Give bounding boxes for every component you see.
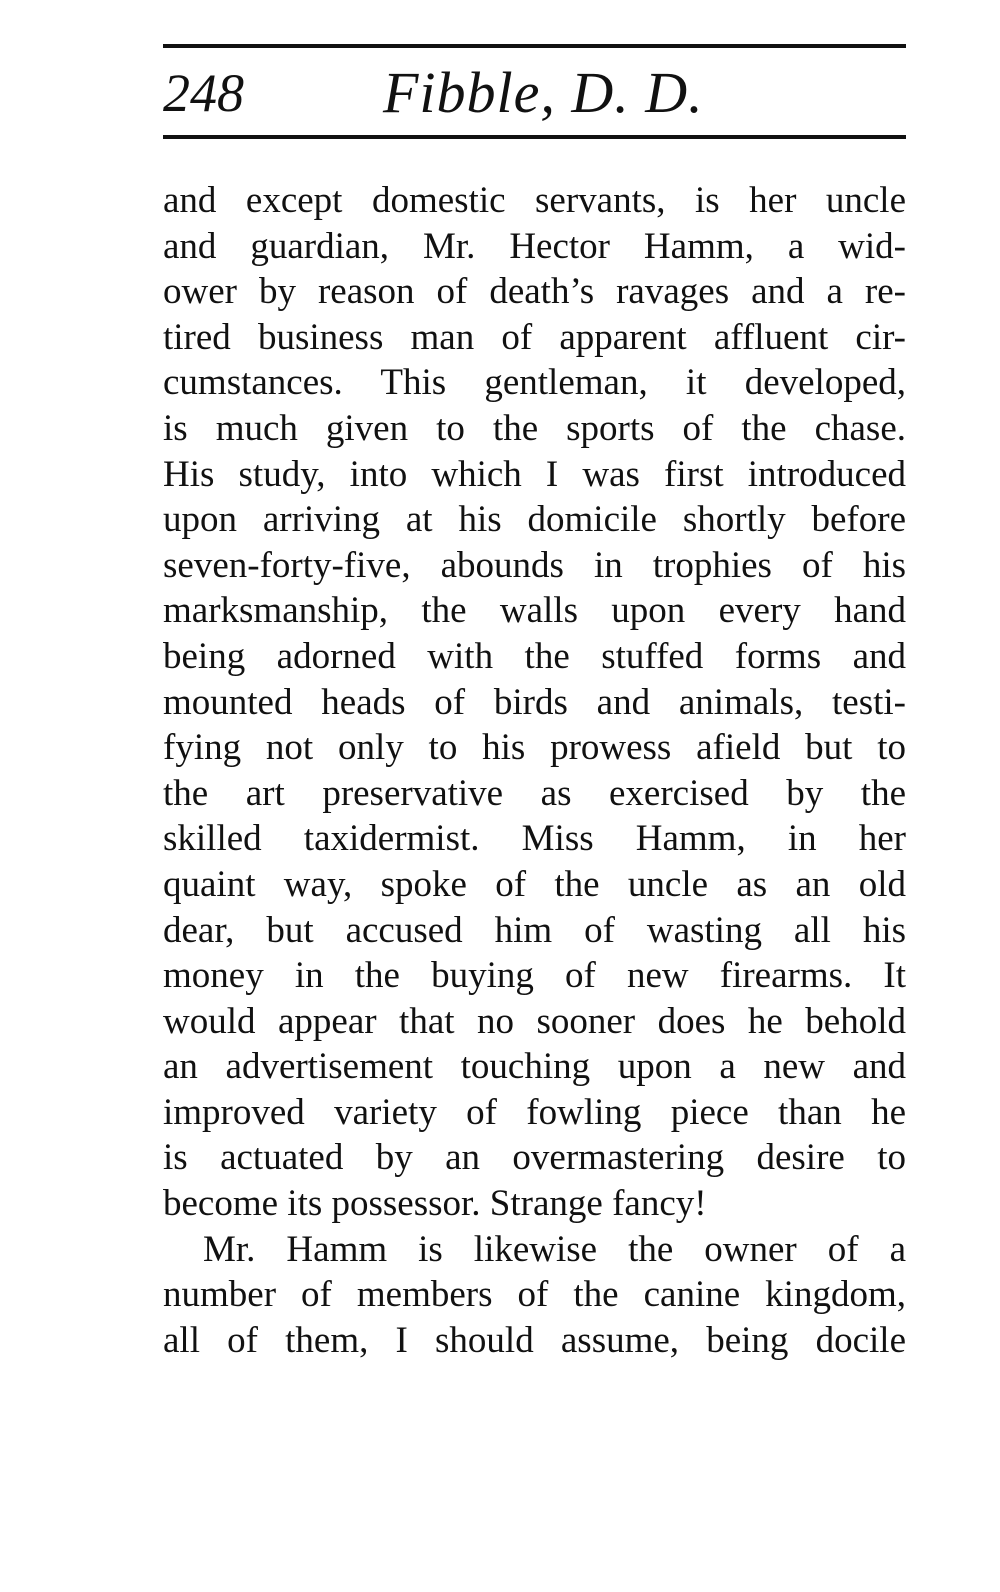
text-line: an advertisement touching upon a new and [163, 1046, 906, 1088]
page-number: 248 [163, 63, 244, 123]
text-line: the art preservative as exercised by the [163, 772, 906, 814]
text-line: improved variety of fowling piece than he [163, 1091, 906, 1133]
paragraph-1 [163, 178, 906, 1227]
text-line: mounted heads of birds and animals, testi- [163, 681, 906, 723]
text-line: is actuated by an overmastering desire to [163, 1137, 906, 1179]
text-line: upon arriving at his domicile shortly before [163, 499, 906, 541]
paragraph-2 [163, 1227, 906, 1364]
text-line: fying not only to his prowess afield but to [163, 727, 906, 769]
text-line: marksmanship, the walls upon every hand [163, 590, 906, 632]
body-text [163, 178, 906, 1363]
text-line: is much given to the sports of the chase. [163, 407, 906, 449]
header-rule-bottom [163, 135, 906, 139]
running-head-title: Fibble, D. D. [383, 60, 704, 125]
text-line: number of members of the canine kingdom, [163, 1274, 906, 1316]
text-line: dear, but accused him of wasting all his [163, 909, 906, 951]
running-header [163, 56, 906, 130]
header-rule-top [163, 44, 906, 48]
text-line: would appear that no sooner does he behold [163, 1000, 906, 1042]
text-line: skilled taxidermist. Miss Hamm, in her [163, 818, 906, 860]
text-line: ower by reason of death’s ravages and a re- [163, 271, 906, 313]
text-line: and except domestic servants, is her uncle [163, 180, 906, 221]
text-line: cumstances. This gentleman, it developed, [163, 362, 906, 404]
text-line: and guardian, Mr. Hector Hamm, a wid- [163, 225, 906, 267]
text-line: tired business man of apparent affluent cir- [163, 316, 906, 358]
text-line: all of them, I should assume, being docile [163, 1319, 906, 1361]
text-line: His study, into which I was first introduced [163, 453, 906, 495]
text-line: seven-forty-five, abounds in trophies of his [163, 544, 906, 586]
text-line: money in the buying of new firearms. It [163, 955, 906, 997]
text-line: being adorned with the stuffed forms and [163, 635, 906, 677]
text-line: quaint way, spoke of the uncle as an old [163, 863, 906, 905]
text-line: become its possessor. Strange fancy! [163, 1183, 707, 1225]
text-line: Mr. Hamm is likewise the owner of a [203, 1228, 906, 1270]
